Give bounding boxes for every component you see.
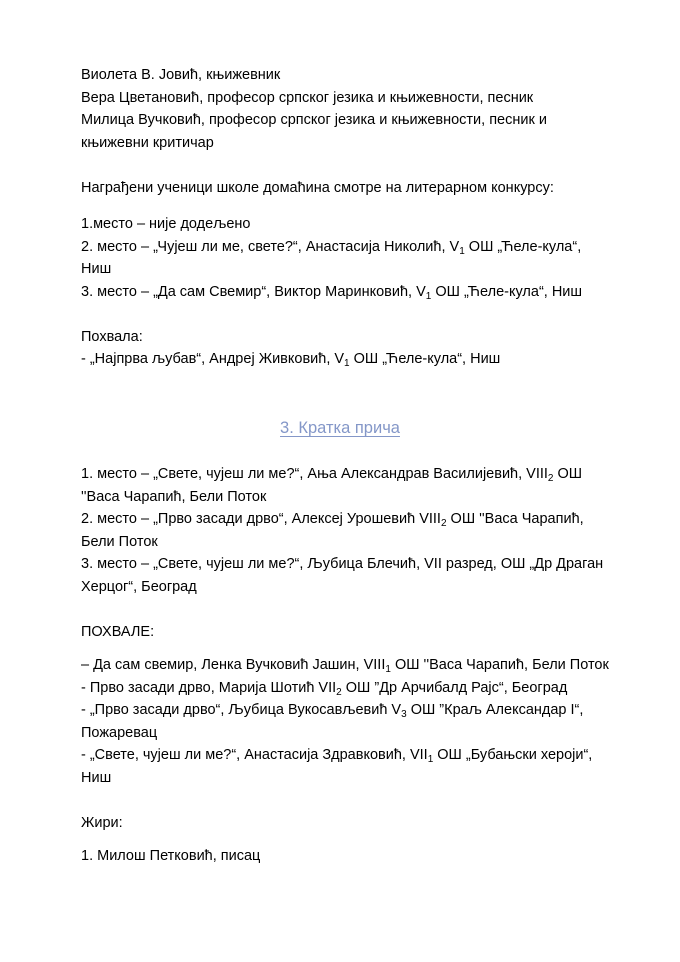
jury-line: књижевни критичар: [81, 134, 214, 151]
section-title-short-story: 3. Кратка прича: [280, 419, 400, 437]
praises-label: ПОХВАЛЕ:: [81, 624, 155, 640]
story-third-place-cont: Херцог“, Београд: [81, 578, 197, 595]
school-intro: Награђени ученици школе домаћина смотре на литерарном конкурсу:: [81, 180, 554, 196]
praise-label: Похвала:: [81, 329, 143, 345]
jury-line: Вера Цветановић, професор српског језика и књижевности, песник: [81, 89, 534, 106]
school-first-place: 1.место – није додељено: [81, 216, 251, 232]
praise-entry: – Да сам свемир, Ленка Вучковић Јашин, $VIII_1$ ОШ ''Васа Чарапић, Бели Поток: [81, 657, 609, 675]
story-winners: [81, 463, 621, 598]
jury-list-top: [81, 64, 621, 154]
praise-entry: - Прво засади дрво, Марија Шотић $VII_2$ ОШ ”Др Арчибалд Рајс“, Београд: [81, 679, 568, 698]
praise-entry-cont: Пожаревац: [81, 724, 158, 741]
praise-entry-cont: Ниш: [81, 769, 112, 786]
story-first-place-cont: ''Васа Чарапић, Бели Поток: [81, 488, 267, 505]
story-first-place: 1. место – „Свете, чујеш ли ме?“, Ања Александрав Василијевић, $VIII_2$ ОШ: [81, 466, 583, 484]
school-second-place-cont: Ниш: [81, 261, 112, 277]
jury-line: Милица Вучковић, професор српског језика и књижевности, песник и: [81, 112, 547, 128]
praise-entry: - „Прво засади дрво“, Љубица Вукосављевић $V_3$ ОШ ”Краљ Александар I“,: [81, 702, 584, 720]
praise-entry: - „Свете, чујеш ли ме?“, Анастасија Здравковић, $VII_1$ ОШ „Бубањски хероји“,: [81, 747, 593, 765]
praise-item: - „Најпрва љубав“, Андреј Живковић, $V_1$ ОШ „Ћеле-кула“, Ниш: [81, 351, 501, 369]
jury-member: 1. Милош Петковић, писац: [81, 848, 261, 864]
story-second-place: 2. место – „Прво засади дрво“, Алексеј Урошевић $VIII_2$ ОШ ''Васа Чарапић,: [81, 511, 584, 529]
school-second-place: 2. место – „Чујеш ли ме, свете?“, Анастасија Николић, $V_1$ ОШ „Ћеле-кула“,: [81, 238, 582, 257]
school-third-place: 3. место – „Да сам Свемир“, Виктор Маринковић, $V_1$ ОШ „Ћеле-кула“, Ниш: [81, 283, 583, 302]
praises-list: [81, 654, 621, 789]
jury-line: Виолета В. Јовић, књижевник: [81, 67, 281, 83]
story-second-place-cont: Бели Поток: [81, 533, 158, 550]
jury-label: Жири:: [81, 815, 123, 831]
school-winners: [81, 213, 621, 303]
story-third-place: 3. место – „Свете, чујеш ли ме?“, Љубица Блечић, VII разред, ОШ „Др Драган: [81, 556, 604, 572]
